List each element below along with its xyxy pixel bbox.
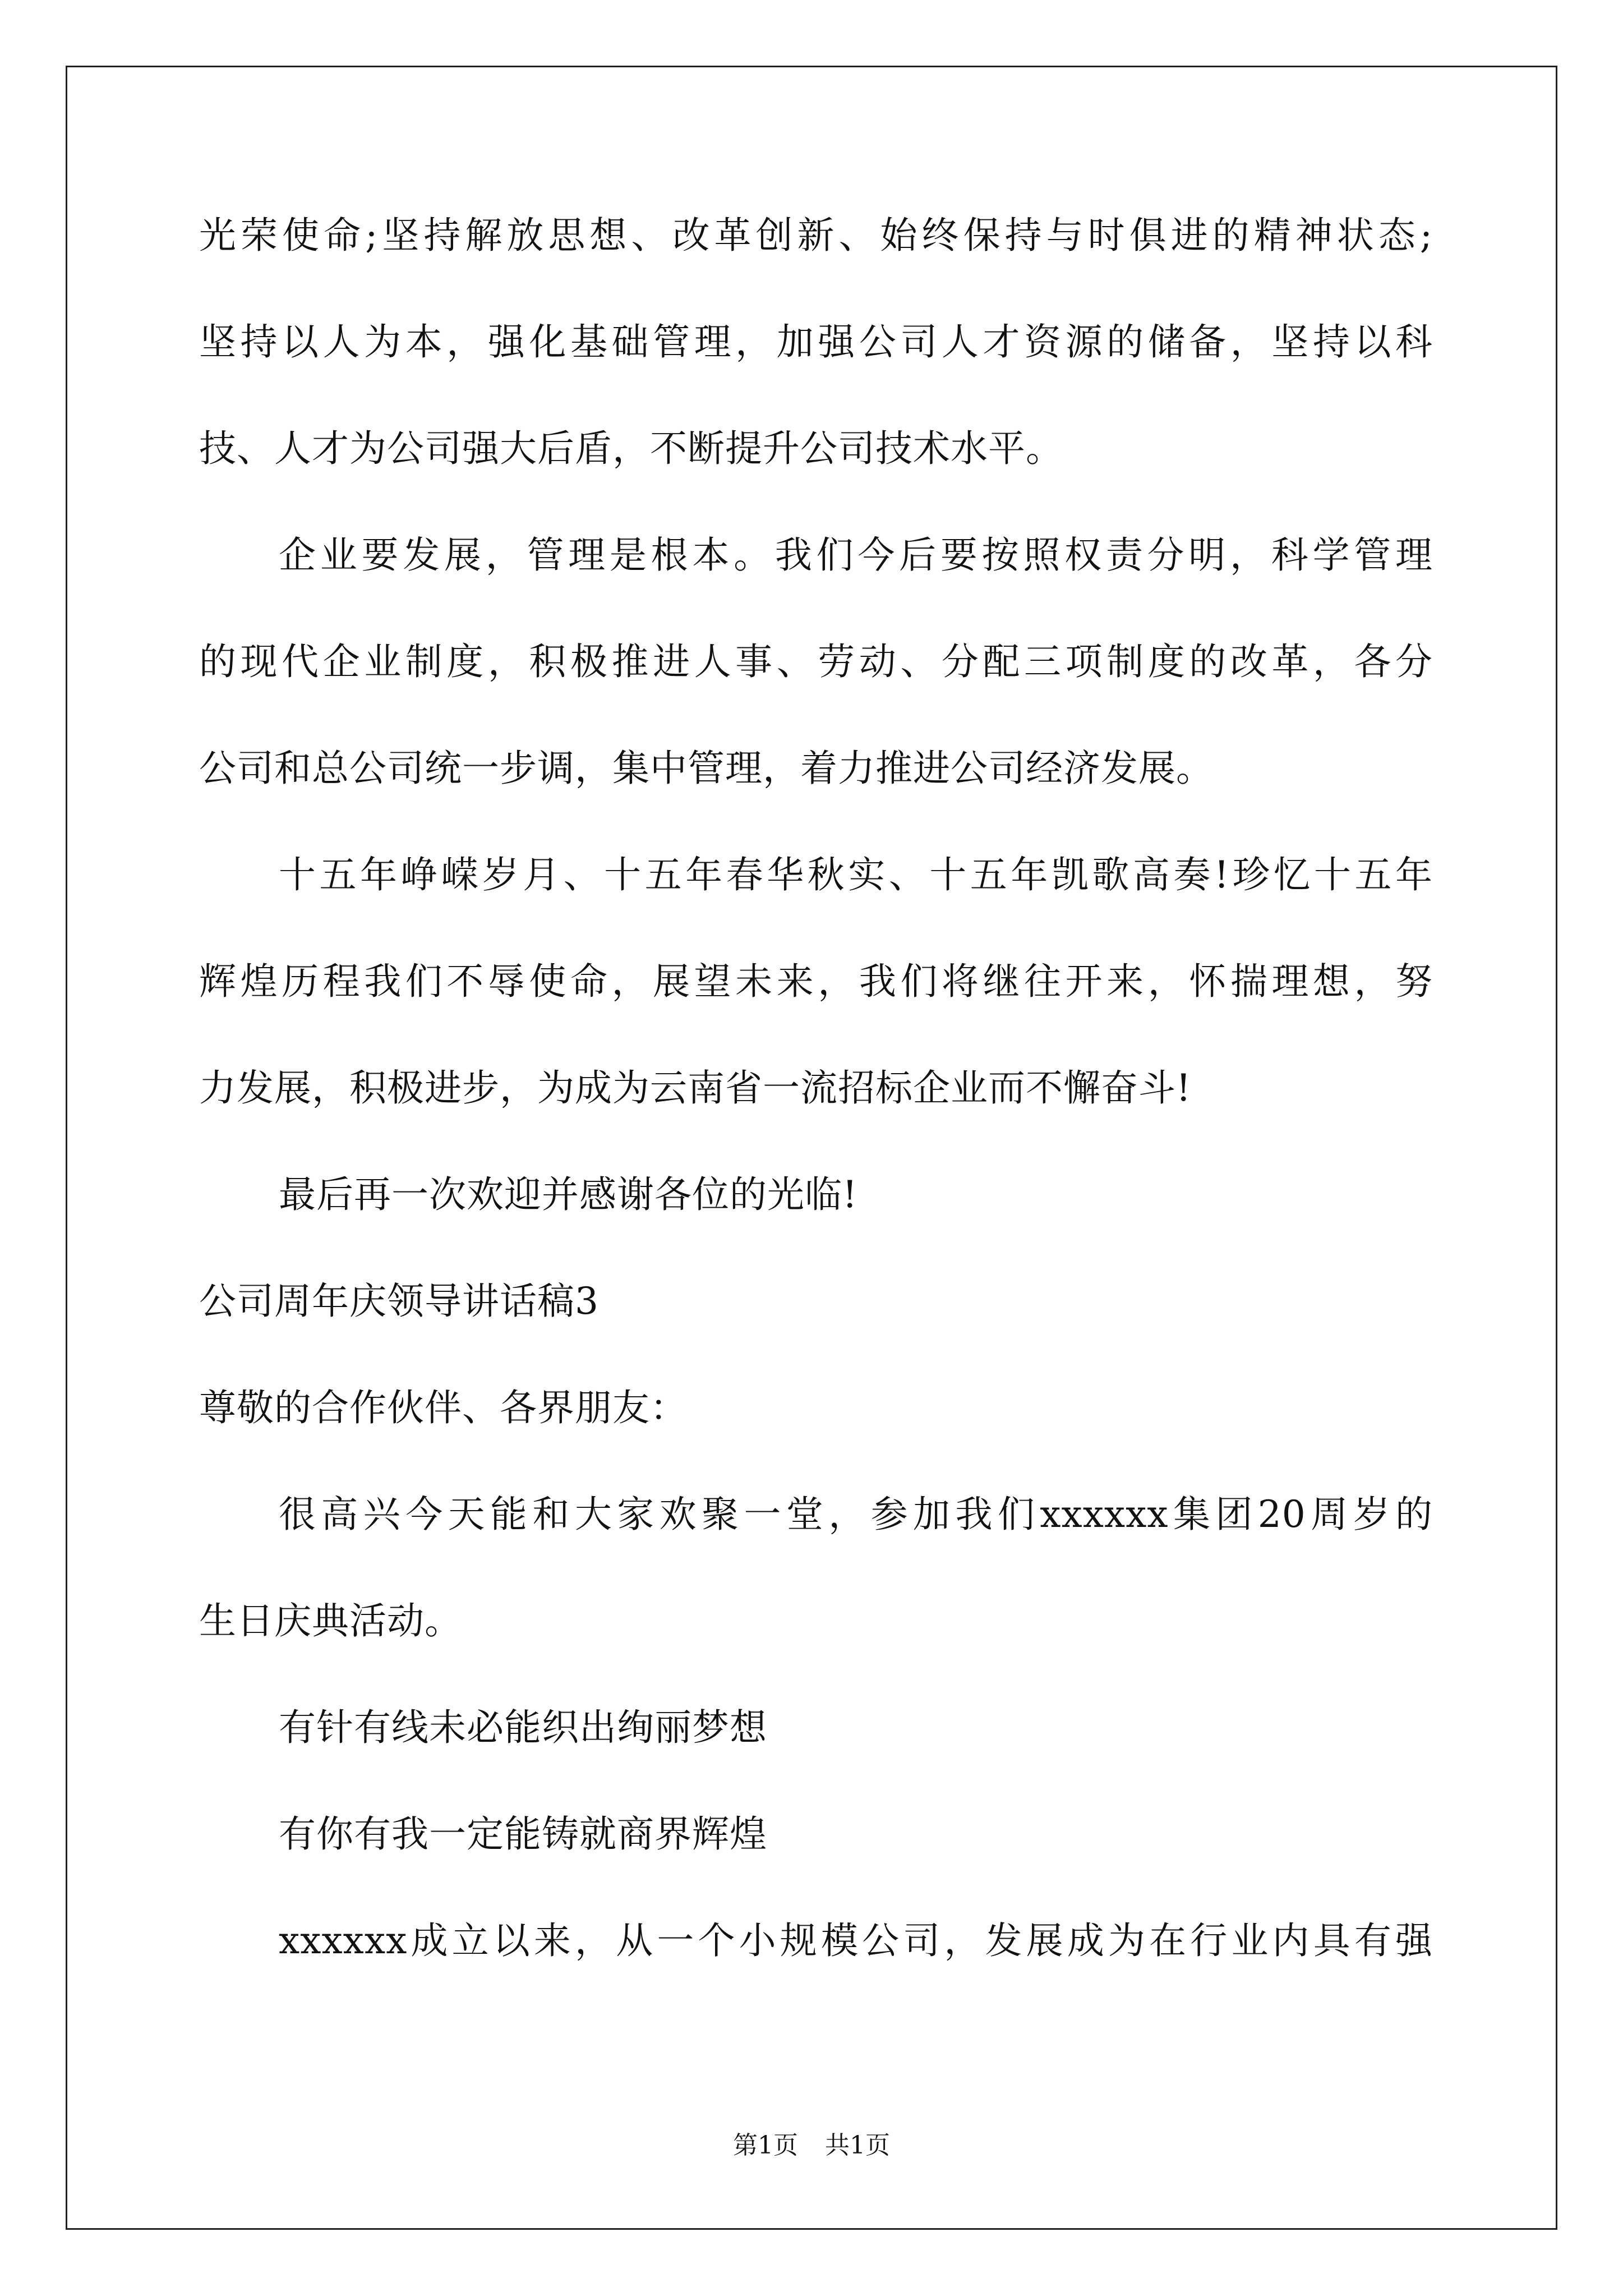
text-line: 的现代企业制度，积极推进人事、劳动、分配三项制度的改革，各分 bbox=[199, 640, 1433, 683]
page-total: 共1页 bbox=[825, 2131, 890, 2160]
section-heading: 公司周年庆领导讲话稿3 bbox=[199, 1280, 599, 1323]
text-line: xxxxxx成立以来，从一个小规模公司，发展成为在行业内具有强 bbox=[279, 1919, 1433, 1962]
text-line: 公司和总公司统一步调，集中管理，着力推进公司经济发展。 bbox=[199, 747, 1214, 790]
text-line: 有你有我一定能铸就商界辉煌 bbox=[279, 1812, 767, 1856]
page-number: 第1页 bbox=[733, 2131, 798, 2160]
text-line: 辉煌历程我们不辱使命，展望未来，我们将继往开来，怀揣理想，努 bbox=[199, 960, 1433, 1003]
text-line: 企业要发展，管理是根本。我们今后要按照权责分明，科学管理 bbox=[279, 533, 1433, 577]
text-line: 生日庆典活动。 bbox=[199, 1599, 462, 1642]
text-line: 十五年峥嵘岁月、十五年春华秋实、十五年凯歌高奏!珍忆十五年 bbox=[279, 853, 1433, 896]
page-frame bbox=[66, 66, 1557, 2230]
text-line: 力发展，积极进步，为成为云南省一流招标企业而不懈奋斗! bbox=[199, 1066, 1192, 1110]
text-line: 技、人才为公司强大后盾，不断提升公司技术水平。 bbox=[199, 427, 1063, 470]
text-line: 有针有线未必能织出绚丽梦想 bbox=[279, 1706, 767, 1749]
salutation: 尊敬的合作伙伴、各界朋友： bbox=[199, 1386, 688, 1429]
text-line: 光荣使命;坚持解放思想、改革创新、始终保持与时俱进的精神状态; bbox=[199, 214, 1433, 257]
text-line: 坚持以人为本，强化基础管理，加强公司人才资源的储备，坚持以科 bbox=[199, 320, 1433, 364]
text-line: 很高兴今天能和大家欢聚一堂，参加我们xxxxxx集团20周岁的 bbox=[279, 1493, 1433, 1536]
page-footer bbox=[0, 2129, 1623, 2162]
text-line: 最后再一次欢迎并感谢各位的光临! bbox=[279, 1173, 858, 1216]
